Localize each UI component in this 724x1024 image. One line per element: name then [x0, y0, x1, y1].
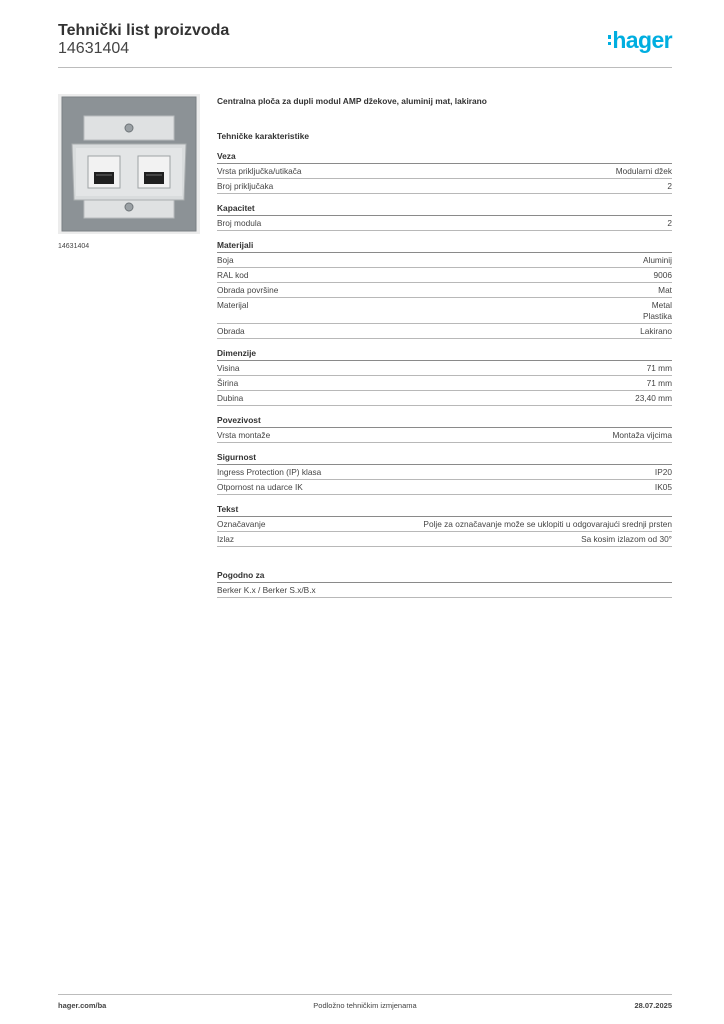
spec-value-line: IP20: [654, 467, 672, 477]
spec-value-line: Sa kosim izlazom od 30°: [581, 534, 672, 544]
product-photo-svg: [58, 94, 200, 234]
spec-value-line: Mat: [658, 285, 672, 295]
characteristics-heading: Tehničke karakteristike: [217, 131, 310, 141]
spec-value-line: Metal: [651, 300, 672, 310]
spec-category: [217, 451, 672, 495]
spec-value: [643, 255, 672, 266]
footer-date: 28.07.2025: [634, 1001, 672, 1010]
spec-label: RAL kod: [217, 270, 249, 280]
spec-label: Materijal: [217, 300, 249, 310]
spec-label: Širina: [217, 378, 239, 388]
spec-category: [217, 347, 672, 406]
spec-row: [217, 532, 672, 547]
spec-label: Označavanje: [217, 519, 266, 529]
spec-label: Izlaz: [217, 534, 235, 544]
spec-category-title: Veza: [217, 150, 672, 164]
spec-category: [217, 239, 672, 339]
spec-row: [217, 298, 672, 324]
spec-value: [643, 300, 672, 322]
spec-row: [217, 465, 672, 480]
spec-category-title: Materijali: [217, 239, 672, 253]
spec-category-title: Kapacitet: [217, 202, 672, 216]
document-title: Tehnički list proizvoda: [58, 22, 230, 39]
image-caption: 14631404: [58, 243, 90, 250]
footer-website[interactable]: hager.com/ba: [58, 1001, 107, 1010]
spec-value: [667, 218, 672, 229]
spec-row: [217, 361, 672, 376]
spec-value: [581, 534, 672, 545]
spec-value: [647, 363, 672, 374]
spec-row: [217, 517, 672, 532]
spec-category-title: Sigurnost: [217, 451, 672, 465]
hager-logo-icon: [608, 25, 672, 55]
spec-value-line: 71 mm: [646, 378, 672, 388]
logo-dots: [608, 35, 612, 45]
spec-category-title: Tekst: [217, 503, 672, 517]
spec-row: [217, 428, 672, 443]
spec-categories: [217, 150, 672, 547]
spec-value-line: Montaža vijcima: [612, 430, 672, 440]
spec-category-title: Dimenzije: [217, 347, 672, 361]
footer-notice: Podložno tehničkim izmjenama: [313, 1001, 417, 1010]
spec-value-line: 2: [667, 181, 672, 191]
spec-value-line: Polje za označavanje može se uklopiti u odgovarajući srednji prsten: [423, 519, 672, 529]
spec-label: Broj modula: [217, 218, 262, 228]
spec-value-line: Modularni džek: [615, 166, 672, 176]
spec-value: [647, 378, 672, 389]
spec-value-line: IK05: [654, 482, 672, 492]
spec-row: [217, 164, 672, 179]
spec-row: [217, 268, 672, 283]
spec-row: [217, 179, 672, 194]
logo-text: hager: [612, 27, 672, 53]
spec-value-line: Plastika: [642, 311, 672, 321]
spec-row: [217, 324, 672, 339]
spec-value: [658, 285, 672, 296]
spec-row: [217, 376, 672, 391]
spec-label: Visina: [217, 363, 240, 373]
spec-row: [217, 283, 672, 298]
spec-label: Vrsta montaže: [217, 430, 271, 440]
specification-content: [217, 95, 672, 598]
spec-value: [654, 270, 672, 281]
spec-value: [616, 166, 672, 177]
spec-row: [217, 216, 672, 231]
spec-value-line: 23,40 mm: [635, 393, 672, 403]
product-description: Centralna ploča za dupli modul AMP džekove, aluminij mat, lakirano: [217, 96, 487, 106]
spec-value: [667, 181, 672, 192]
spec-label: Obrada površine: [217, 285, 279, 295]
spec-category-title: Povezivost: [217, 414, 672, 428]
spec-value: [423, 519, 672, 530]
spec-label: Boja: [217, 255, 234, 265]
spec-category: [217, 414, 672, 443]
spec-category: [217, 503, 672, 547]
spec-value: [640, 326, 672, 337]
spec-label: Dubina: [217, 393, 244, 403]
page-footer: [58, 994, 672, 1010]
spec-value-line: Aluminij: [642, 255, 672, 265]
spec-row: [217, 391, 672, 406]
product-photo: [58, 94, 200, 234]
spec-value-line: 2: [667, 218, 672, 228]
spec-label: Ingress Protection (IP) klasa: [217, 467, 322, 477]
spec-value: [655, 467, 672, 478]
spec-value: [613, 430, 672, 441]
spec-label: Otpornost na udarce IK: [217, 482, 303, 492]
suitable-for-section: [217, 569, 672, 598]
spec-value-line: 9006: [653, 270, 672, 280]
spec-value: [635, 393, 672, 404]
spec-category: [217, 150, 672, 194]
spec-label: Vrsta priključka/utikača: [217, 166, 302, 176]
suitable-for-title: Pogodno za: [217, 569, 672, 583]
suitable-for-value: Berker K.x / Berker S.x/B.x: [217, 583, 672, 598]
product-number: 14631404: [58, 40, 130, 57]
spec-label: Broj priključaka: [217, 181, 274, 191]
spec-value-line: 71 mm: [646, 363, 672, 373]
spec-label: Obrada: [217, 326, 245, 336]
spec-value: [655, 482, 672, 493]
spec-value-line: Lakirano: [640, 326, 672, 336]
document-header: [58, 20, 672, 68]
spec-row: [217, 253, 672, 268]
spec-row: [217, 480, 672, 495]
spec-category: [217, 202, 672, 231]
